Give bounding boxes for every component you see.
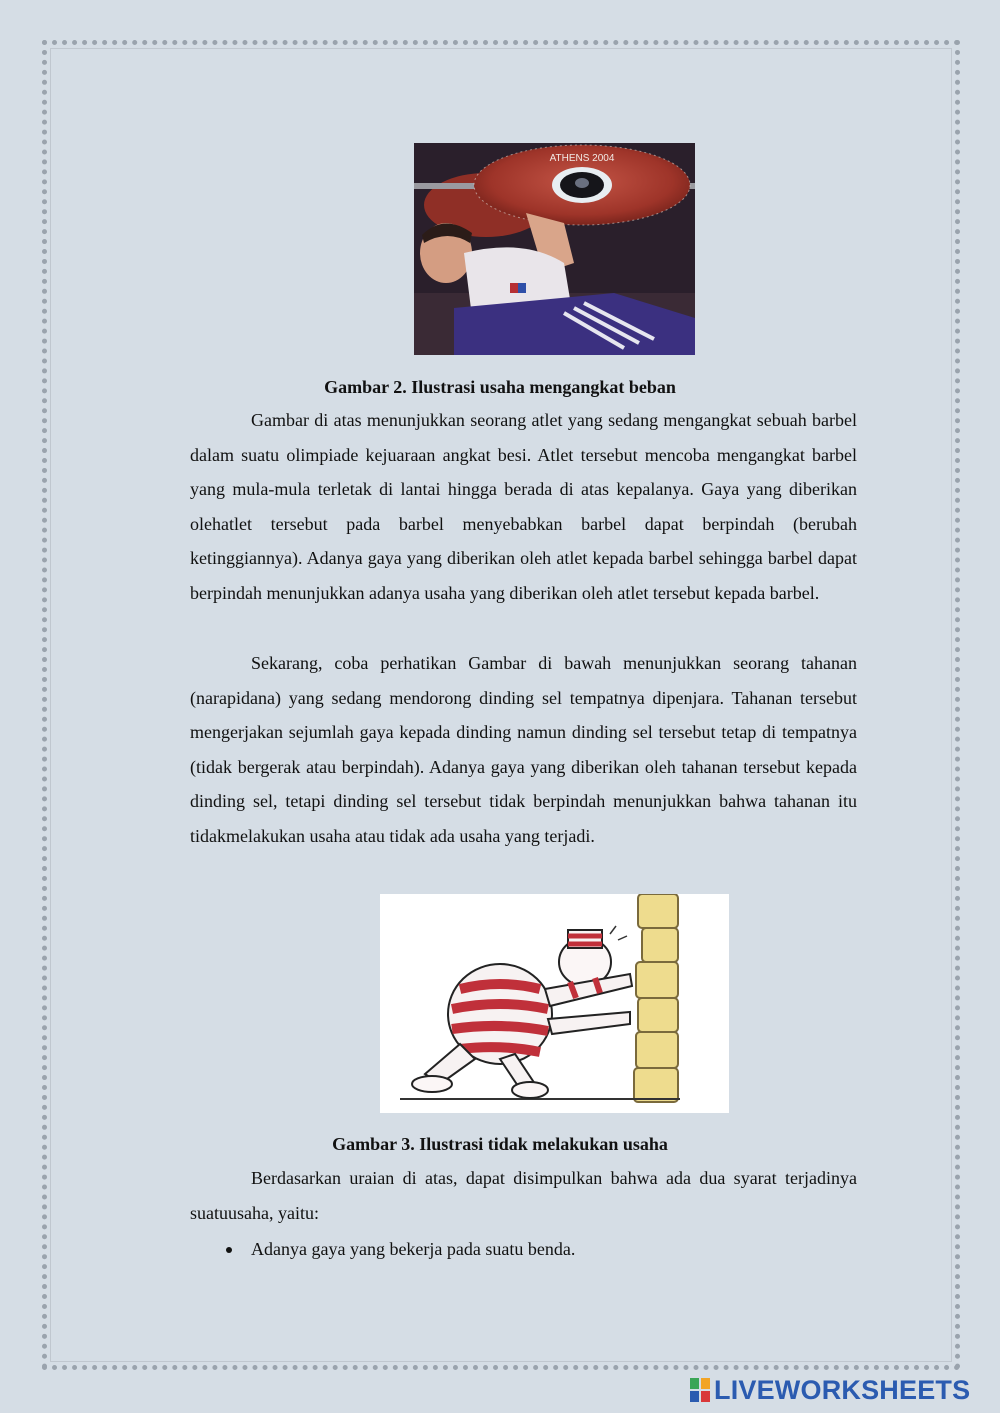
figure-caption-2: Gambar 2. Ilustrasi usaha mengangkat beban [324, 377, 676, 397]
bullet-icon [226, 1247, 232, 1253]
liveworksheets-logo-text: LIVEWORKSHEETS [714, 1375, 971, 1405]
list-item-text: Adanya gaya yang bekerja pada suatu benda. [251, 1239, 576, 1259]
prisoner-cartoon [380, 894, 729, 1113]
figure-caption-3: Gambar 3. Ilustrasi tidak melakukan usaha [332, 1134, 668, 1154]
paragraph-1: Gambar di atas menunjukkan seorang atlet yang sedang mengangkat sebuah barbel dalam suatu olimpiade kejuaraan angkat besi. Atlet tersebut mencoba mengangkat barbel yang mula-mula terletak di lantai hingga berada di atas kepalanya. Gaya yang diberikan olehatlet tersebut pada barbel menyebabkan barbel dapat berpindah (berubah ketinggiannya). Adanya gaya yang diberikan oleh atlet kepada barbel sehingga barbel dapat berpindah menunjukkan adanya usaha yang diberikan oleh atlet tersebut kepada barbel. [190, 410, 857, 603]
plate-label: ATHENS 2004 [549, 153, 615, 164]
paragraph-2: Sekarang, coba perhatikan Gambar di bawah menunjukkan seorang tahanan (narapidana) yang sedang mendorong dinding sel tempatnya dipenjara. Tahanan tersebut mengerjakan sejumlah gaya kepada dinding namun dinding sel tersebut tetap di tempatnya (tidak bergerak atau berpindah). Adanya gaya yang diberikan oleh tahanan tersebut kepada dinding sel, tetapi dinding sel tersebut tidak berpindah menunjukkan bahwa tahanan itu tidakmelakukan usaha atau tidak ada usaha yang terjadi. [190, 653, 857, 846]
liveworksheets-logo[interactable] [690, 1374, 990, 1406]
paragraph-3: Berdasarkan uraian di atas, dapat disimpulkan bahwa ada dua syarat terjadinya suatuusaha, yaitu: [190, 1168, 857, 1223]
liveworksheets-logo-icon [690, 1378, 710, 1402]
weightlifter-photo [414, 143, 695, 355]
